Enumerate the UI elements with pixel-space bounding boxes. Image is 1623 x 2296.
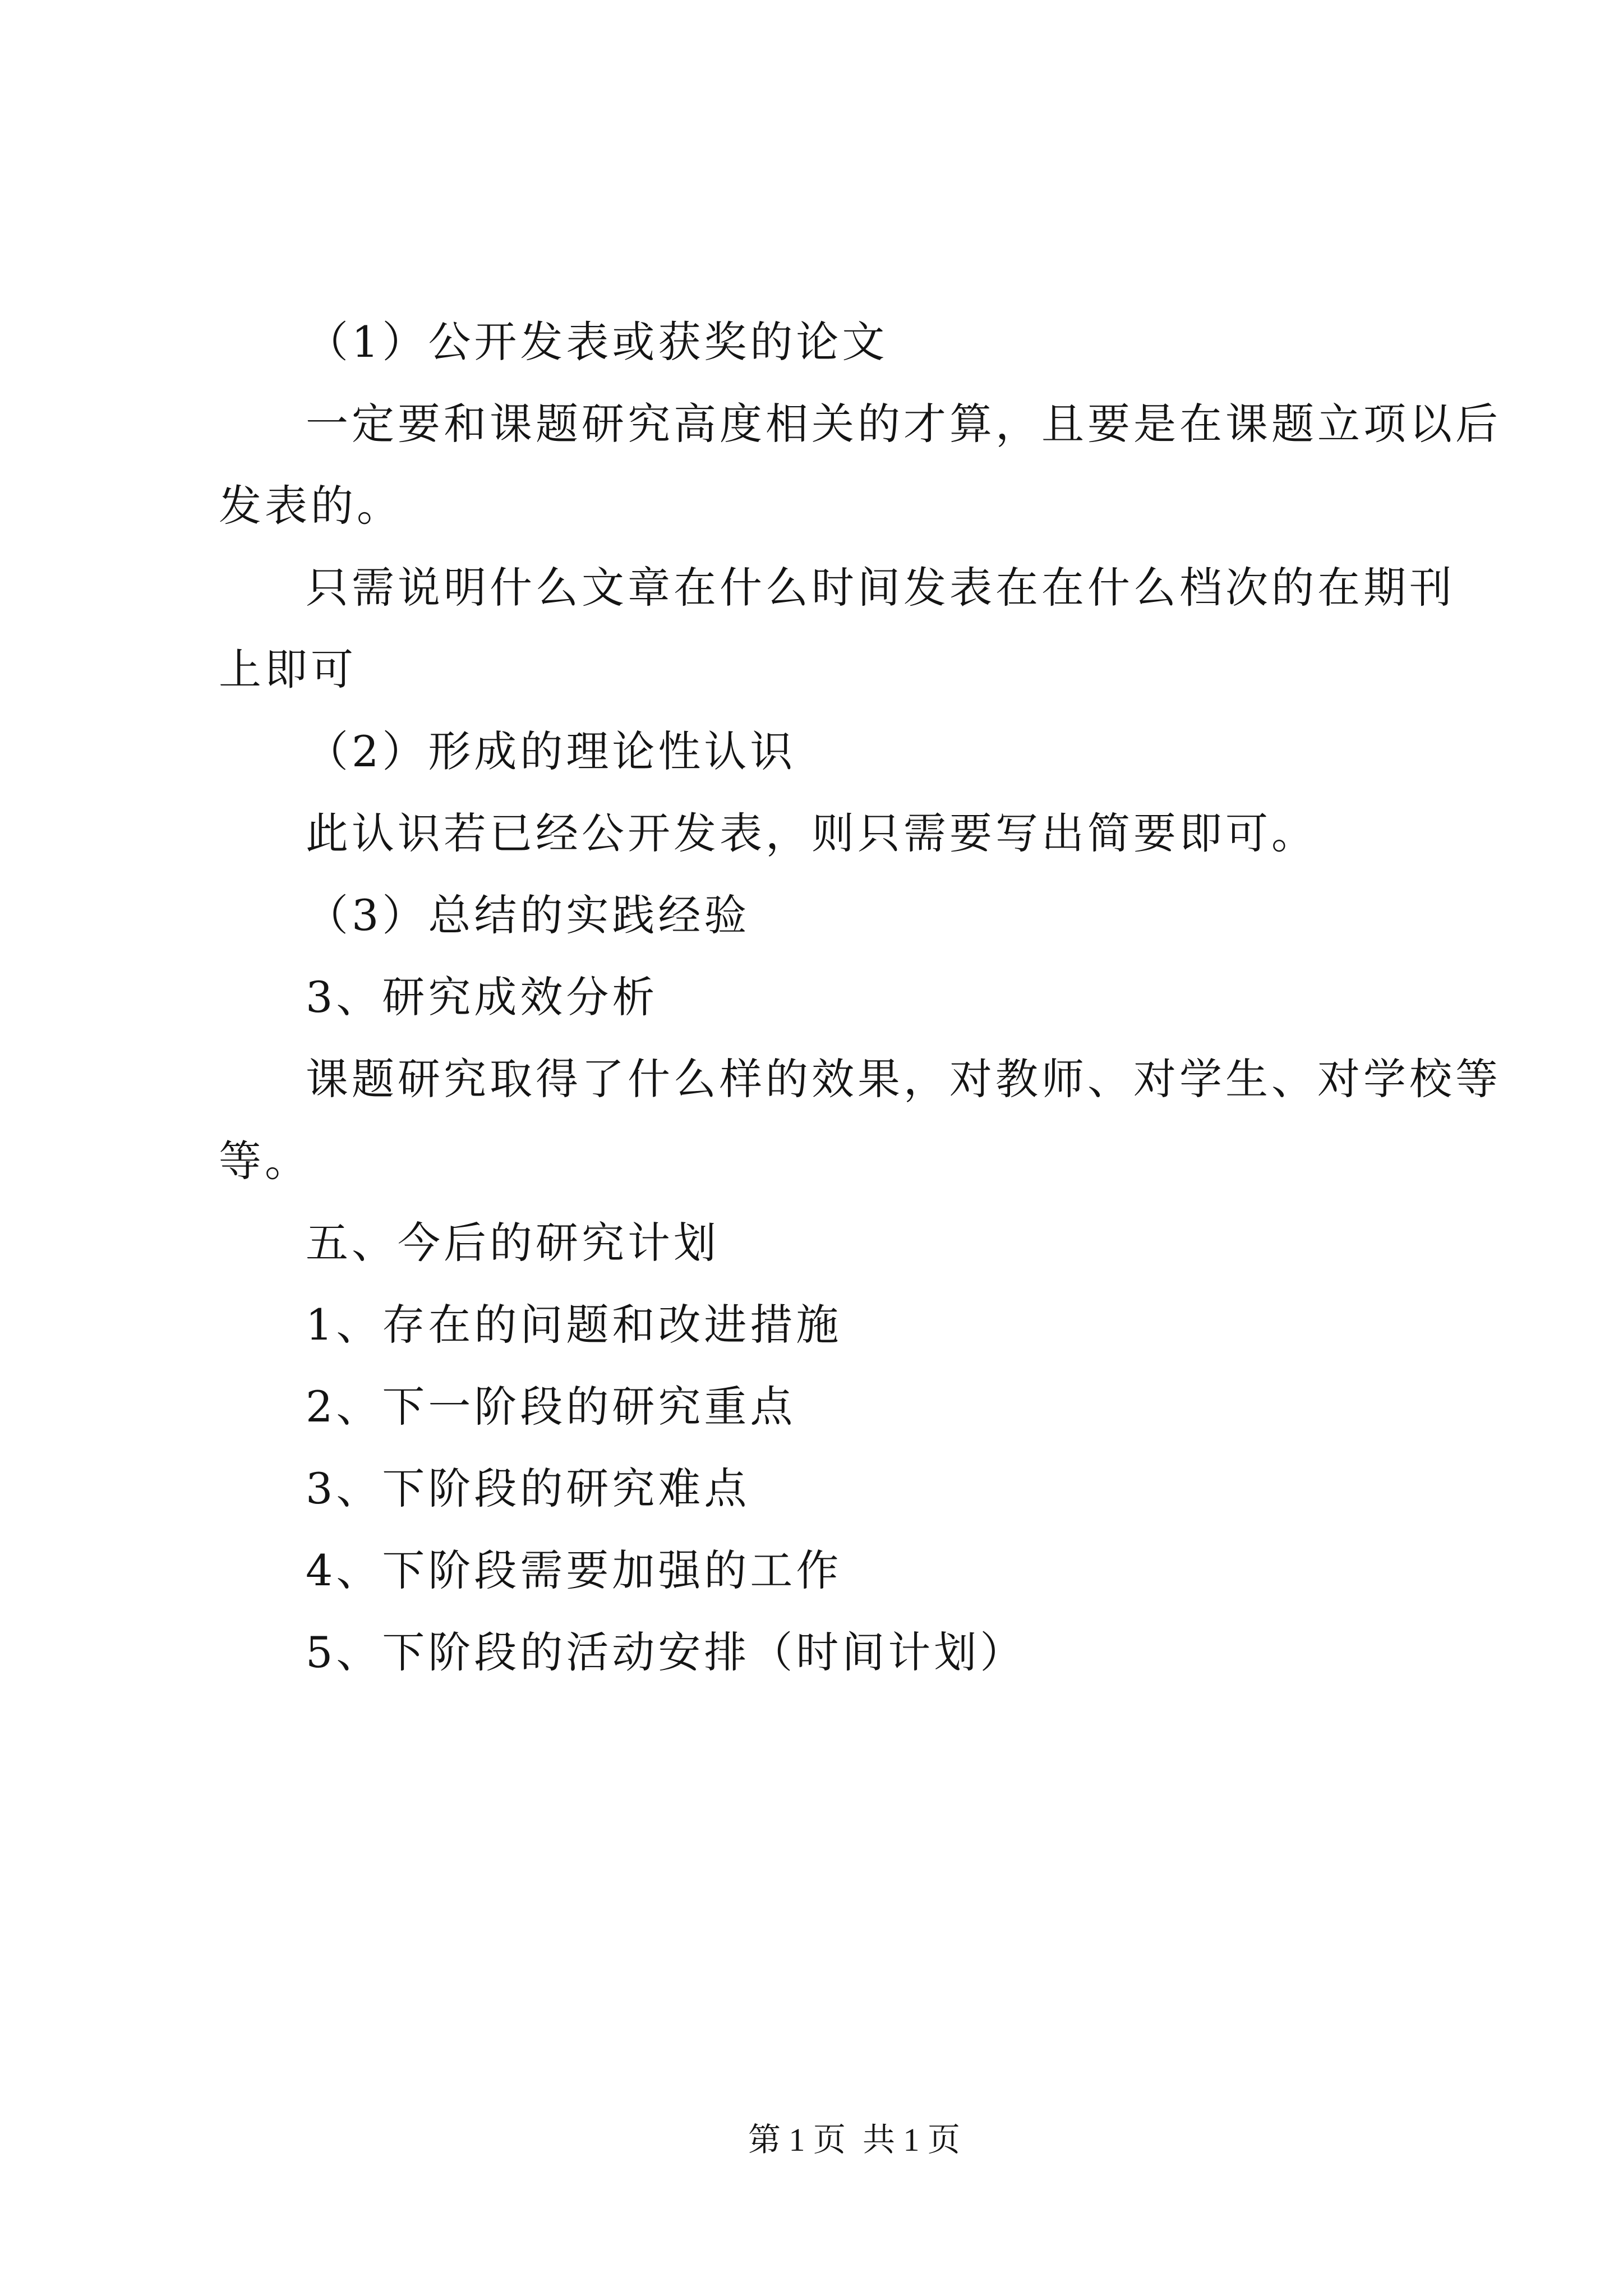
text-line-8: （3）总结的实践经验 [306, 890, 750, 940]
text-line-10: 课题研究取得了什么样的效果，对教师、对学生、对学校等 [306, 1054, 1501, 1104]
page-number: 第 1 页 [748, 2122, 846, 2158]
text-line-3: 发表的。 [219, 481, 403, 531]
page-footer [748, 2118, 960, 2162]
text-line-5: 上即可 [219, 645, 357, 694]
text-line-6: （2）形成的理论性认识 [306, 726, 796, 776]
text-line-16: 4、下阶段需要加强的工作 [306, 1545, 842, 1595]
page-total: 共 1 页 [863, 2122, 961, 2158]
text-line-1: （1）公开发表或获奖的论文 [306, 317, 888, 367]
text-line-2: 一定要和课题研究高度相关的才算，且要是在课题立项以后 [306, 399, 1501, 449]
text-line-9: 3、研究成效分析 [306, 972, 658, 1022]
text-line-12: 五、今后的研究计划 [306, 1218, 720, 1268]
text-line-17: 5、下阶段的活动安排（时间计划） [306, 1627, 1026, 1677]
text-line-13: 1、存在的问题和改进措施 [306, 1300, 842, 1350]
text-line-4: 只需说明什么文章在什么时间发表在在什么档次的在期刊 [306, 563, 1455, 613]
text-line-15: 3、下阶段的研究难点 [306, 1464, 750, 1513]
text-line-7: 此认识若已经公开发表，则只需要写出简要即可。 [306, 808, 1317, 858]
text-line-11: 等。 [219, 1136, 311, 1186]
text-line-14: 2、下一阶段的研究重点 [306, 1382, 796, 1432]
